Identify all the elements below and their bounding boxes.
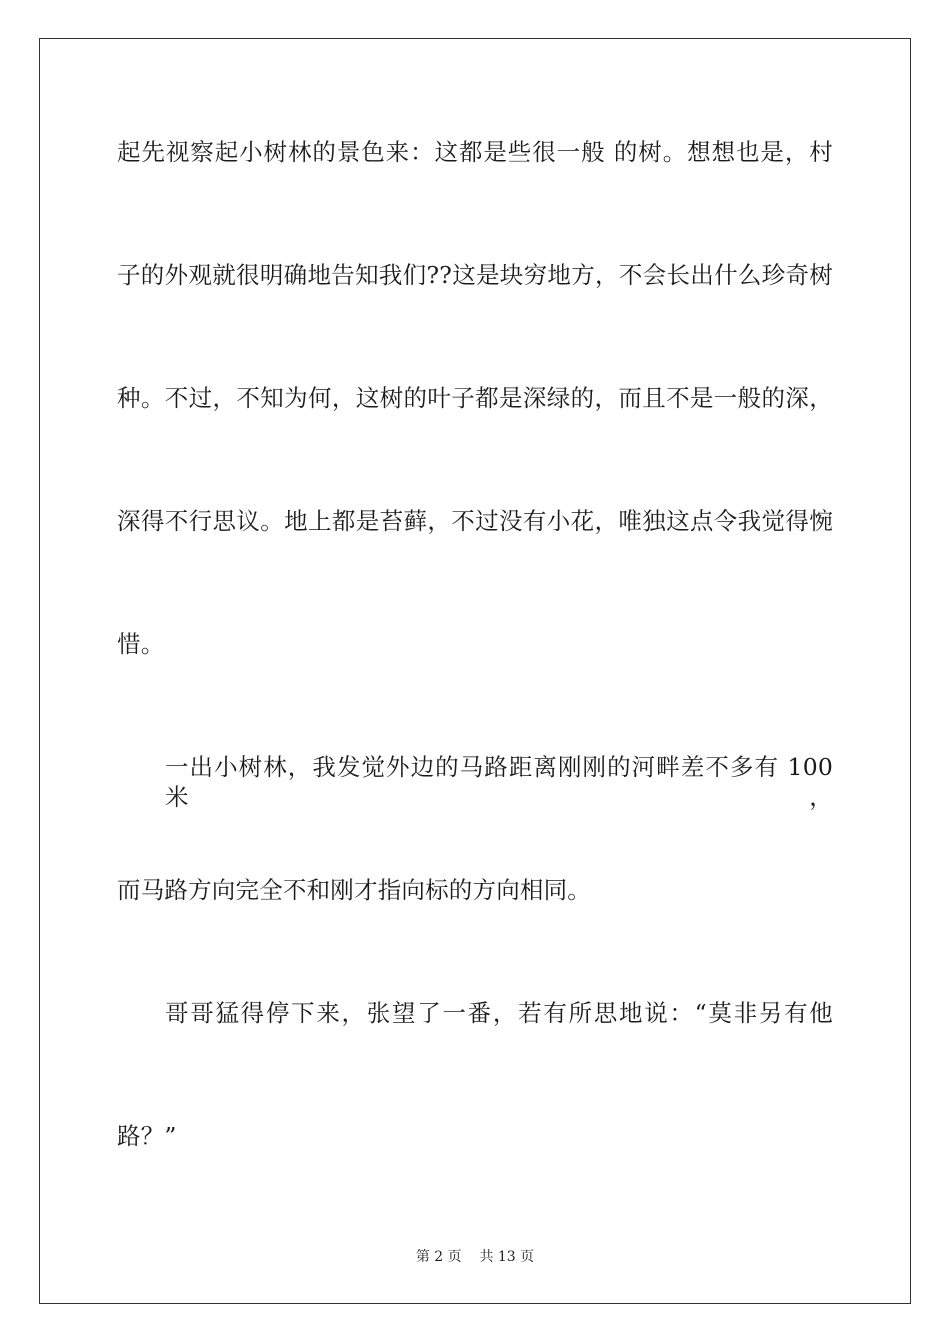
page-border: [39, 38, 911, 1304]
paragraph-line-2: 子的外观就很明确地告知我们??这是块穷地方，不会长出什么珍奇树: [117, 261, 833, 289]
page-footer: [0, 1248, 950, 1266]
paragraph-line-7: 而马路方向完全不和刚才指向标的方向相同。: [117, 876, 591, 904]
paragraph-line-6: 一出小树林，我发觉外边的马路距离刚刚的河畔差不多有 100 米，: [165, 753, 833, 811]
page-total: 共 13 页: [479, 1249, 535, 1265]
paragraph-line-1: 起先视察起小树林的景色来：这都是些很一般 的树。想想也是，村: [117, 138, 833, 166]
paragraph-line-5: 惜。: [117, 630, 165, 658]
paragraph-line-4: 深得不行思议。地上都是苔藓，不过没有小花，唯独这点令我觉得惋: [117, 507, 833, 535]
page-number: 第 2 页: [415, 1249, 462, 1265]
paragraph-line-3: 种。不过，不知为何，这树的叶子都是深绿的，而且不是一般的深，: [117, 384, 833, 412]
paragraph-line-8: 哥哥猛得停下来，张望了一番，若有所思地说：“莫非另有他: [165, 999, 833, 1027]
paragraph-line-9: 路？”: [117, 1122, 177, 1150]
